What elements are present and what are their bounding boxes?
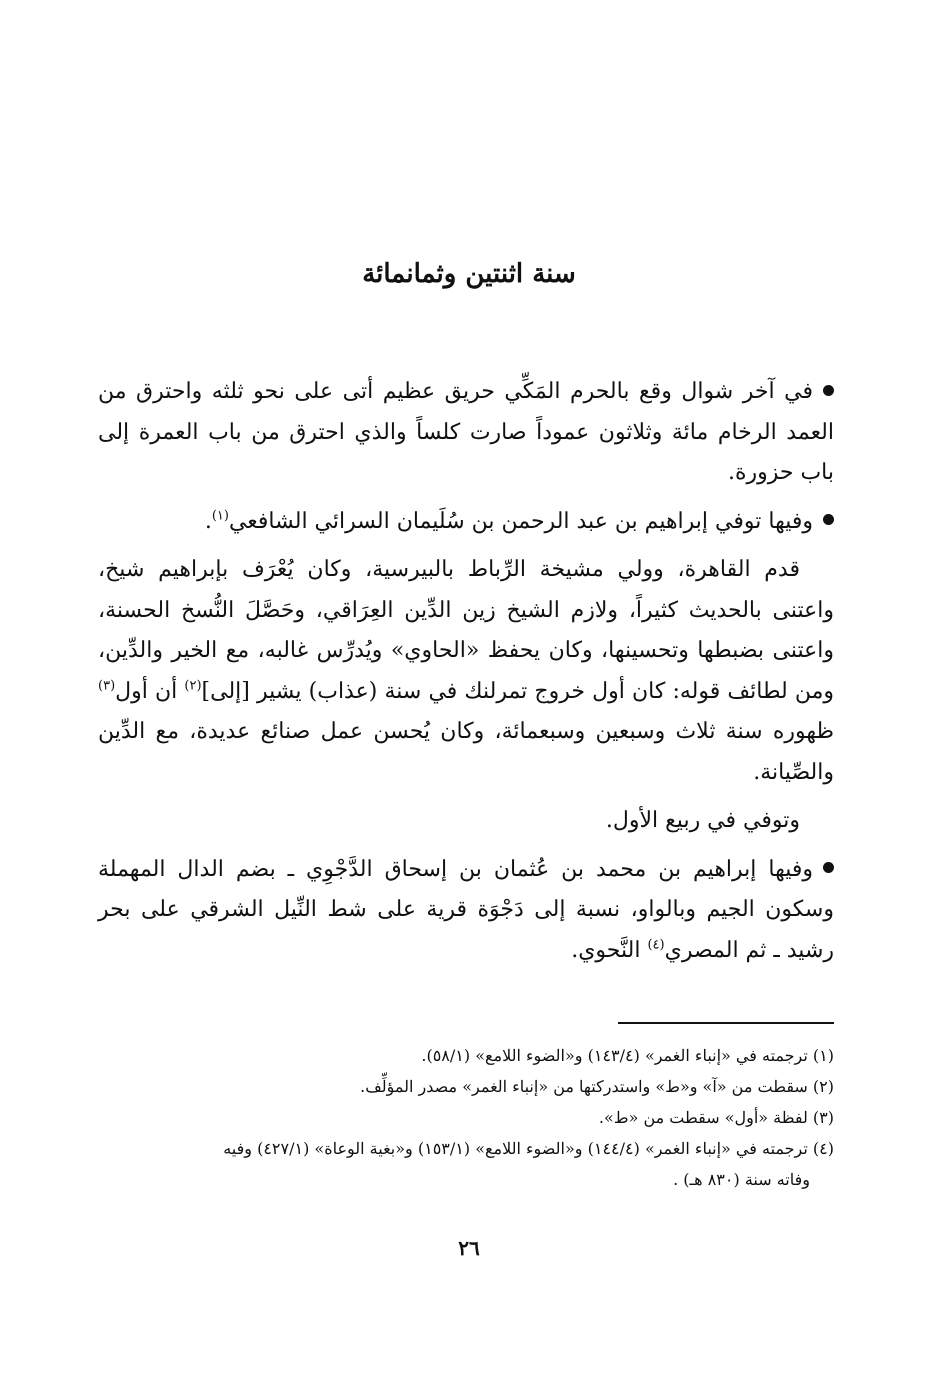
paragraph-text: وفيها إبراهيم بن محمد بن عُثمان بن إسحاق الدَّجْوِي ـ بضم الدال المهملة وسكون الجيم وبالواو، نسبة إلى دَجْوَة قرية على شط النِّيل الشرقي على بحر رشيد ـ ثم المصري bbox=[98, 856, 834, 963]
bullet-icon bbox=[823, 385, 834, 396]
main-text bbox=[98, 372, 834, 979]
footnote-ref-4[interactable]: (٤) bbox=[647, 937, 665, 953]
footnote-2: (٢) سقطت من «آ» و«ط» واستدركتها من «إنباء الغمر» مصدر المؤلِّف. bbox=[360, 1077, 834, 1096]
paragraph-death-ibrahim-dajwi bbox=[98, 850, 834, 972]
section-title: سنة اثنتين وثمانمائة bbox=[362, 259, 576, 289]
paragraph-death-ibrahim-sarai bbox=[98, 502, 834, 543]
footnote-divider bbox=[618, 1022, 834, 1024]
footnote-4-continuation: وفاته سنة (٨٣٠ هـ) . bbox=[673, 1170, 810, 1189]
bullet-icon bbox=[823, 514, 834, 525]
paragraph-text: النَّحوي. bbox=[571, 937, 648, 963]
footnotes bbox=[98, 1040, 834, 1195]
footnote-1: (١) ترجمته في «إنباء الغمر» (١٤٣/٤) و«الضوء اللامع» (٥٨/١). bbox=[421, 1046, 834, 1065]
bullet-icon bbox=[823, 862, 834, 873]
paragraph-text: قدم القاهرة، وولي مشيخة الرِّباط بالبيرسية، وكان يُعْرَف بإبراهيم شيخ، واعتنى بالحديث كثيراً، ولازم الشيخ زين الدِّين العِرَاقي، وحَصَّلَ النُّسخ الحسنة، واعتنى بضبطها وتحسينها، وكان يحفظ «الحاوي» ويُدرِّس غالبه، مع الخير والدِّين، ومن لطائف قوله: كان أول خروج تمرلنك في سنة (عذاب) يشير [إلى] bbox=[98, 557, 834, 704]
paragraph-text-end: . bbox=[204, 508, 212, 534]
page-number: ٢٦ bbox=[458, 1236, 480, 1260]
paragraph-fire-event bbox=[98, 372, 834, 494]
paragraph-text: في آخر شوال وقع بالحرم المَكِّي حريق عظيم أتى على نحو ثلثه واحترق من العمد الرخام مائة وثلاثون عموداً صارت كلساً والذي احترق من باب العمرة إلى باب حزورة. bbox=[98, 379, 834, 485]
paragraph-biography bbox=[98, 550, 834, 793]
footnote-ref-3[interactable]: (٣) bbox=[98, 678, 116, 694]
footnote-3: (٣) لفظة «أول» سقطت من «ط». bbox=[598, 1108, 834, 1127]
footnote-ref-2[interactable]: (٢) bbox=[184, 678, 202, 694]
paragraph-death-date: وتوفي في ربيع الأول. bbox=[605, 808, 800, 833]
paragraph-text: أن أول bbox=[115, 678, 185, 704]
footnote-4: (٤) ترجمته في «إنباء الغمر» (١٤٤/٤) و«الضوء اللامع» (١٥٣/١) و«بغية الوعاة» (٤٢٧/١) وفيه bbox=[223, 1139, 834, 1158]
paragraph-text: ظهوره سنة ثلاث وسبعين وسبعمائة، وكان يُحسن عمل صنائع عديدة، مع الدِّين والصِّيانة. bbox=[98, 719, 834, 785]
paragraph-text: وفيها توفي إبراهيم بن عبد الرحمن بن سُلَيمان السرائي الشافعي bbox=[228, 508, 813, 534]
footnote-ref-1[interactable]: (١) bbox=[211, 508, 229, 524]
